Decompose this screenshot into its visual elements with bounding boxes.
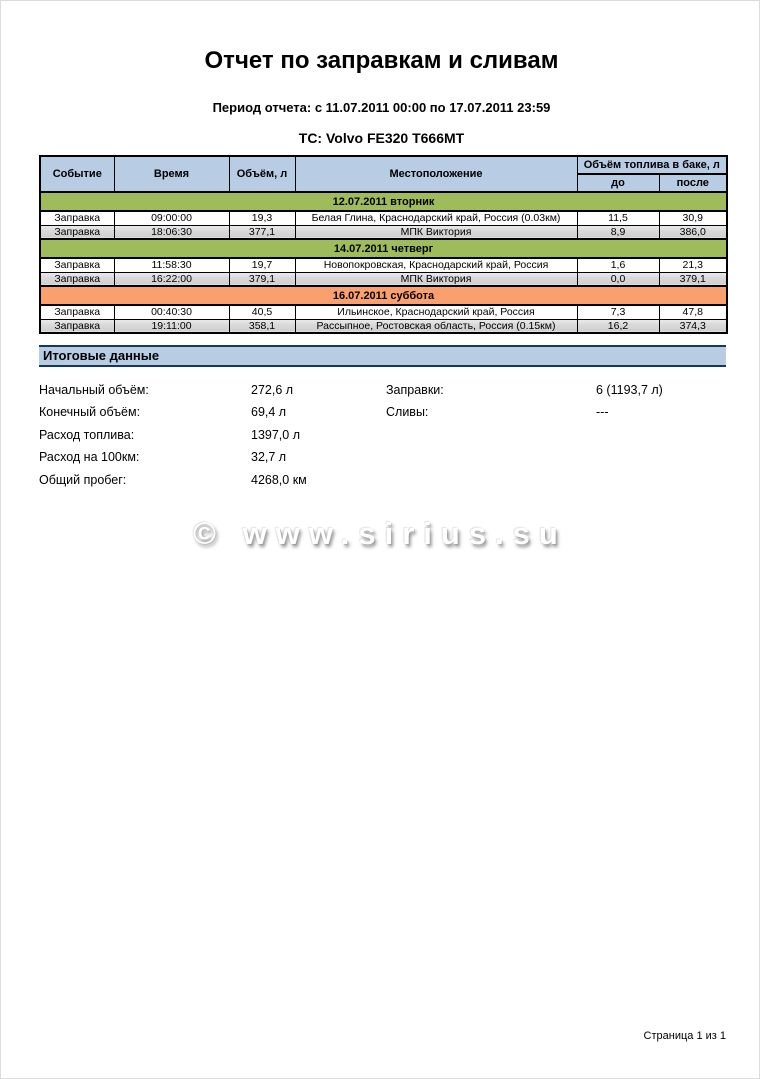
date-group-row	[40, 239, 727, 258]
summary-label: Заправки:	[386, 383, 444, 397]
date-group-row	[40, 192, 727, 211]
report-period: Период отчета: с 11.07.2011 00:00 по 17.07.2011 23:59	[212, 100, 551, 115]
summary-value	[596, 424, 724, 446]
table-cell: Рассыпное, Ростовская область, Россия (0.15км)	[295, 319, 577, 333]
summary-value: 32,7 л	[251, 450, 287, 465]
table-cell: Ильинское, Краснодарский край, Россия	[295, 305, 577, 319]
summary-label: Общий пробег:	[39, 472, 127, 487]
summary-value: 4268,0 км	[251, 472, 307, 487]
summary-label: Расход топлива:	[39, 427, 135, 442]
fuel-events-table	[39, 155, 728, 334]
table-cell: Заправка	[40, 211, 114, 225]
table-cell: МПК Виктория	[295, 272, 577, 286]
table-cell: Заправка	[40, 225, 114, 239]
vehicle-name: ТС: Volvo FE320 Т666МТ	[298, 130, 465, 146]
summary-label	[386, 424, 596, 446]
table-cell: 19:11:00	[114, 319, 229, 333]
table-cell: 47,8	[659, 305, 727, 319]
column-header-fuel-in-tank: Объём топлива в баке, л	[577, 156, 727, 174]
table-cell: Заправка	[40, 258, 114, 272]
summary-label	[386, 469, 596, 491]
date-group-row	[40, 286, 727, 305]
table-cell: 358,1	[229, 319, 295, 333]
table-row	[40, 305, 727, 319]
summary-value: 69,4 л	[251, 405, 287, 420]
table-cell: 379,1	[229, 272, 295, 286]
page-number: Страница 1 из 1	[643, 1030, 726, 1042]
table-cell: 8,9	[577, 225, 659, 239]
column-header-location: Местоположение	[295, 156, 577, 192]
column-header-event: Событие	[40, 156, 114, 192]
table-cell: 11,5	[577, 211, 659, 225]
summary-label	[386, 446, 596, 468]
table-cell: 377,1	[229, 225, 295, 239]
column-header-before: до	[577, 174, 659, 192]
table-cell: 374,3	[659, 319, 727, 333]
table-cell: 21,3	[659, 258, 727, 272]
table-cell: Заправка	[40, 305, 114, 319]
summary-section-title: Итоговые данные	[39, 345, 726, 367]
table-cell: 16,2	[577, 319, 659, 333]
table-cell: Заправка	[40, 272, 114, 286]
table-cell: 30,9	[659, 211, 727, 225]
summary-label: Начальный объём:	[39, 383, 149, 397]
date-group-label: 14.07.2011 четверг	[40, 239, 727, 258]
summary-value: 1397,0 л	[251, 427, 300, 442]
table-row	[40, 272, 727, 286]
table-cell: 7,3	[577, 305, 659, 319]
summary-value	[596, 469, 724, 491]
table-cell: Новопокровская, Краснодарский край, Россия	[295, 258, 577, 272]
table-cell: 00:40:30	[114, 305, 229, 319]
summary-value	[596, 446, 724, 468]
column-header-time: Время	[114, 156, 229, 192]
summary-value: ---	[596, 405, 609, 420]
column-header-after: после	[659, 174, 727, 192]
table-cell: 19,3	[229, 211, 295, 225]
table-cell: 18:06:30	[114, 225, 229, 239]
summary-label: Расход на 100км:	[39, 450, 140, 465]
date-group-label: 12.07.2011 вторник	[40, 192, 727, 211]
page-title: Отчет по заправкам и сливам	[204, 47, 559, 74]
table-cell: МПК Виктория	[295, 225, 577, 239]
table-row	[40, 211, 727, 225]
table-cell: 19,7	[229, 258, 295, 272]
table-row	[40, 225, 727, 239]
summary-grid	[39, 379, 724, 491]
table-cell: 0,0	[577, 272, 659, 286]
table-cell: 40,5	[229, 305, 295, 319]
date-group-label: 16.07.2011 суббота	[40, 286, 727, 305]
watermark: © www.sirius.su	[193, 516, 567, 551]
table-row	[40, 319, 727, 333]
table-row	[40, 258, 727, 272]
table-cell: 16:22:00	[114, 272, 229, 286]
table-cell: 09:00:00	[114, 211, 229, 225]
summary-label: Конечный объём:	[39, 405, 141, 420]
fuel-table-body	[40, 192, 727, 333]
table-cell: 11:58:30	[114, 258, 229, 272]
summary-value: 272,6 л	[251, 383, 294, 397]
summary-value: 6 (1193,7 л)	[596, 383, 663, 397]
table-cell: Белая Глина, Краснодарский край, Россия (0.03км)	[295, 211, 577, 225]
table-cell: 386,0	[659, 225, 727, 239]
table-cell: Заправка	[40, 319, 114, 333]
table-cell: 1,6	[577, 258, 659, 272]
summary-label: Сливы:	[386, 405, 429, 420]
table-cell: 379,1	[659, 272, 727, 286]
column-header-volume: Объём, л	[229, 156, 295, 192]
